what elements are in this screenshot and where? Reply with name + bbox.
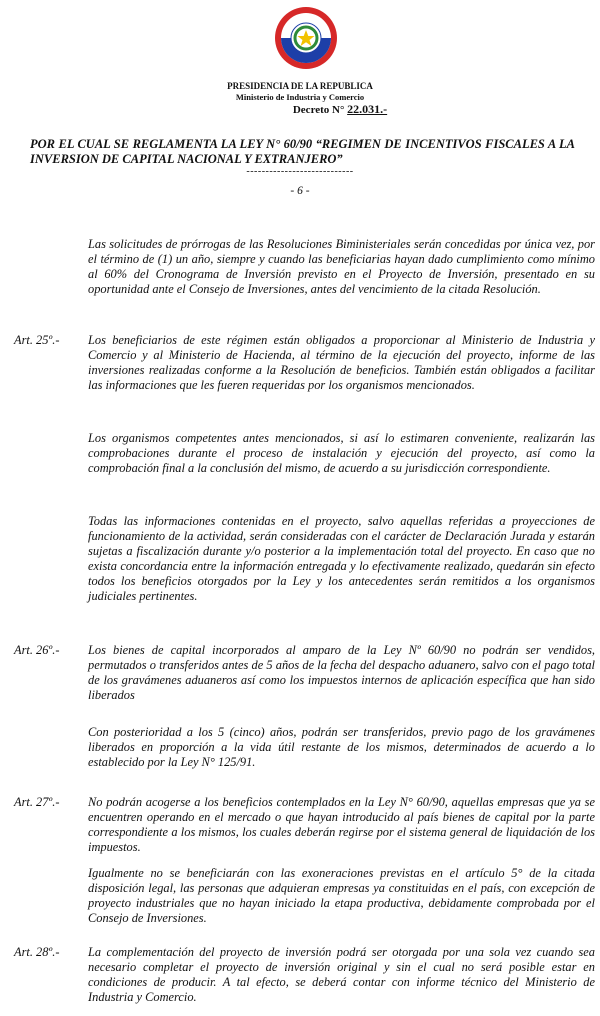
article-25-paragraph-1: Los beneficiarios de este régimen están obligados a proporcionar al Ministerio de Industria y Comercio y al Ministerio de Hacienda, al término de la ejecución del proyecto, informe de las inversiones realizadas conforme a la Resolución de beneficios. También están obligados a facilitar las informaciones que les fueren requeridas por los organismos mencionados. (88, 333, 595, 392)
decree-label: Decreto N° (292, 104, 345, 116)
article-26-label: Art. 26º.- (14, 643, 60, 657)
document-title: POR EL CUAL SE REGLAMENTA LA LEY N° 60/90 “REGIMEN DE INCENTIVOS FISCALES A LA INVERSION DE CAPITAL NACIONAL Y EXTRANJERO” (30, 137, 575, 166)
separator: ---------------------------- (246, 166, 354, 177)
decree-number: 22.031.- (347, 102, 388, 116)
article-26-paragraph-1: Los bienes de capital incorporados al amparo de la Ley Nº 60/90 no podrán ser vendidos, permutados o transferidos antes de 5 años de la fecha del despacho aduanero, salvo con el pago total de los gravámenes aduaneros así como los impuestos internos de aplicación específica que han sido liberados (88, 643, 595, 702)
national-seal (274, 6, 338, 70)
decree-line (40, 104, 600, 116)
page-number: - 6 - (290, 185, 310, 197)
presidency-heading: PRESIDENCIA DE LA REPUBLICA (227, 81, 373, 91)
article-26-paragraph-2: Con posterioridad a los 5 (cinco) años, podrán ser transferidos, previo pago de los gravámenes liberados en proporción a la vida útil restante de los mismos, determinados de acuerdo a lo establecido por la Ley N° 125/91. (88, 725, 595, 769)
article-25-label: Art. 25º.- (14, 333, 60, 347)
paragraph-extensions: Las solicitudes de prórrogas de las Resoluciones Biministeriales serán concedidas por única vez, por el término de (1) un año, siempre y cuando las beneficiarias hayan dado cumplimiento como mínimo al 60% del Cronograma de Inversión previsto en el Proyecto de Inversión, presentado en su oportunidad ante el Consejo de Inversiones, antes del vencimiento de la citada Resolución. (88, 237, 595, 296)
article-27-label: Art. 27º.- (14, 795, 60, 809)
article-27-paragraph-2: Igualmente no se beneficiarán con las exoneraciones previstas en el artículo 5° de la citada disposición legal, las personas que adquieran empresas ya constituidas en el país, con excepción de proyecto industriales que no hayan iniciado la etapa productiva, debidamente comprobada por el Consejo de Inversiones. (88, 866, 595, 925)
article-25-paragraph-2: Los organismos competentes antes mencionados, si así lo estimaren conveniente, realizarán las comprobaciones durante el proceso de instalación y ejecución del proyecto, así como la comprobación final a la conclusión del mismo, de acuerdo a su jurisdicción correspondiente. (88, 431, 595, 475)
article-27-paragraph-1: No podrán acogerse a los beneficios contemplados en la Ley N° 60/90, aquellas empresas que ya se encuentren operando en el mercado o que hayan introducido al país bienes de capital por la parte correspondiente a los mismos, los cuales deberán regirse por el sistema general de liquidación de los impuestos. (88, 795, 595, 854)
article-28-paragraph-1: La complementación del proyecto de inversión podrá ser otorgada por una sola vez cuando sea necesario completar el proyecto de inversión original y sin el cual no será posible estar en condiciones de producir. A tal efecto, se deberá contar con informe técnico del Ministerio de Industria y Comercio. (88, 945, 595, 1004)
article-28-label: Art. 28º.- (14, 945, 60, 959)
article-25-paragraph-3: Todas las informaciones contenidas en el proyecto, salvo aquellas referidas a proyecciones de funcionamiento de la actividad, serán consideradas con el carácter de Declaración Jurada y estarán sujetas a fiscalización durante y/o posterior a la implementación total del proyecto. En caso que no exista concordancia entre la información entregada y lo efectivamente realizado, quedarán sin efecto todos los beneficios otorgados por la Ley y los antecedentes serán remitidos a los organismos judiciales pertinentes. (88, 514, 595, 603)
ministry-heading: Ministerio de Industria y Comercio (235, 92, 365, 102)
